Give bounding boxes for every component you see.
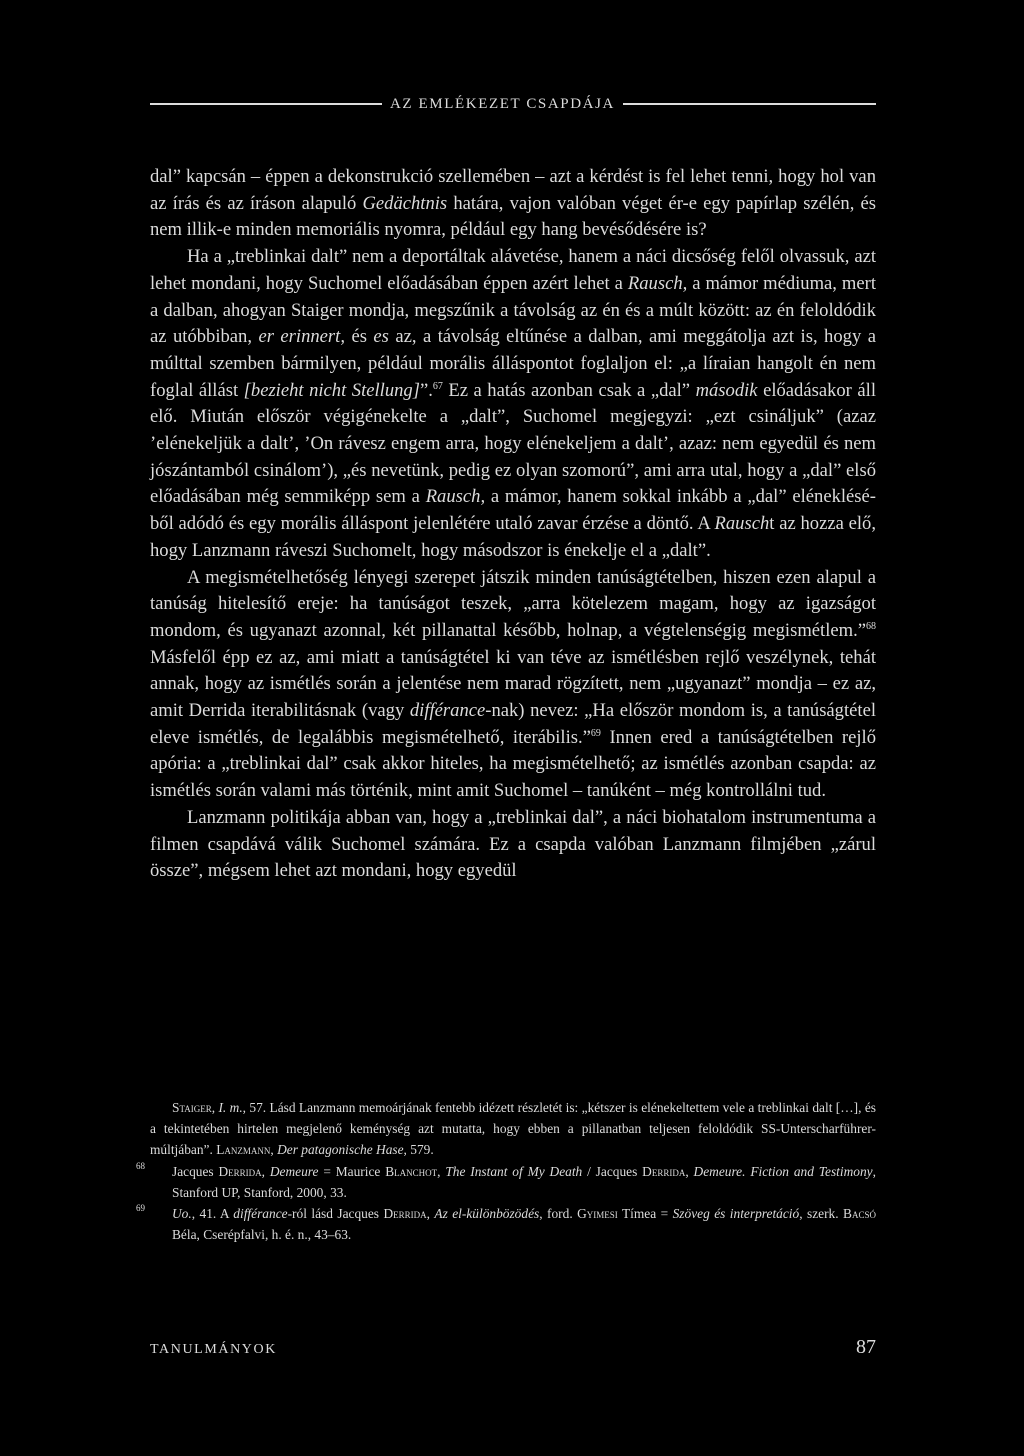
- paragraph-2: Ha a „treblinkai dalt” nem a deportáltak alávetése, hanem a náci dicsőség felől olvassuk, azt lehet mondani, hogy Suchomel előadásában éppen azért lehet a Rausch, a mámor médiuma, mert a dalban, ahogyan Staiger mondja, megszűnik a távolság az én és a múlt között: az én feloldódik az utóbbiban, er erinnert, és es az, a távolság eltűnése a dalban, ami meggátolja azt is, hogy a múlttal szemben bármilyen, például morális álláspontot foglaljon el: „a líraian hangolt én nem foglal állást [bezieht nicht Stellung]”.$^{67}$ Ez a hatás azonban csak a „dal” második előadásakor áll elő. Miután először végigénekelte a „dalt”, Suchomel megjegyzi: „ezt csináljuk” (azaz ’elénekeljük a dalt’, ’On rávesz engem arra, hogy elénekeljem a dalt’, azaz: nem egyedül és nem jószántamból csinálom’), „és nevetünk, pedig ez olyan szomorú”, ami arra utal, hogy a „dal” első előadásában még semmiképp sem a Rausch, a mámor, hanem sokkal inkább a „dal” elénekléséből adódó és egy morális álláspont jelenlétére utaló zavar érzése a döntő. A Rauscht az hozza elő, hogy Lanzmann ráveszi Suchomelt, hogy másodszor is énekelje el a „dalt”.: [150, 246, 876, 561]
- footnote-ref-68[interactable]: 68: [866, 620, 876, 632]
- footnote-ref-67[interactable]: 67: [432, 380, 443, 392]
- header-rule-left: [150, 103, 382, 105]
- paragraph-4: Lanzmann politikája abban van, hogy a „treblinkai dal”, a náci biohatalom instrumentuma a filmen csapdává válik Suchomel számára. Ez a csapda valóban Lanzmann filmjében „zárul össze”, mégsem lehet azt mondani, hogy egyedül: [150, 806, 876, 882]
- footnote-number: 69: [136, 1203, 145, 1214]
- header-rule-right: [623, 103, 876, 105]
- footnotes: [136, 1097, 876, 1245]
- footnote-68: 68 Jacques Derrida, Demeure = Maurice Blanchot, The Instant of My Death / Jacques Derrida, Demeure. Fiction and Testimony, Stanford UP, Stanford, 2000, 33.: [150, 1161, 876, 1203]
- footnote-67: Staiger, I. m., 57. Lásd Lanzmann memoárjának fentebb idézett részletét is: „kétszer is elénekeltettem vele a treblinkai dalt […], és a tekintetében hirtelen megjelenő keménység azt mutatta, hogy ebben a pillanatban teljesen feloldódik SS-Unterscharführer-múltjában”. Lanzmann, Der patagonische Hase, 579.: [150, 1100, 876, 1158]
- paragraph-1: dal” kapcsán – éppen a dekonstrukció szellemében – azt a kérdést is fel lehet tenni, hogy hol van az írás és az íráson alapuló Gedächtnis határa, vajon valóban véget ér-e egy papírlap szélén, és nem illik-e minden memoriális nyomra, például egy hang bevésődésére is?: [150, 166, 876, 241]
- main-text: [150, 164, 876, 885]
- page-footer: [150, 1336, 876, 1359]
- running-header: [150, 92, 876, 116]
- footnote-69: 69 Uo., 41. A différance-ról lásd Jacques Derrida, Az el-különbözödés, ford. Gyimesi Tímea = Szöveg és interpretáció, szerk. Bacsó Béla, Cserépfalvi, h. é. n., 43–63.: [150, 1203, 876, 1245]
- footnote-ref-69[interactable]: 69: [590, 727, 601, 739]
- footnote-number: 68: [136, 1160, 145, 1171]
- running-title: AZ EMLÉKEZET CSAPDÁJA: [390, 95, 615, 112]
- section-label: TANULMÁNYOK: [150, 1342, 277, 1357]
- paragraph-3: A megismételhetőség lényegi szerepet játszik minden tanúságtételben, hiszen ezen alapul a tanúság hitelesítő ereje: ha tanúságot teszek, „arra kötelezem magam, hogy az igazságot mondom, és ugyanazt azonnal, két pillanattal később, holnap, a végtelenségig megismétlem.”$^{68}$ Másfelől épp ez az, ami miatt a tanúságtétel ki van téve az ismétlésben rejlő veszélynek, tehát annak, hogy az ismétlés során a jelentése nem marad rögzített, nem „ugyanazt” mondja – ez az, amit Derrida iterabilitásnak (vagy différance-nak) nevez: „Ha először mondom is, a tanúságtétel eleve ismétlés, de legalábbis megismételhető, iterábilis.”$^{69}$ Innen ered a tanúságtételben rejlő apória: a „treblinkai dal” csak akkor hiteles, ha megismételhető; az ismétlés azonban csapda: az ismétlés során valami más történik, mint amit Suchomel – tanúként – még kontrollálni tud.: [150, 566, 876, 802]
- page-number: 87: [856, 1336, 876, 1358]
